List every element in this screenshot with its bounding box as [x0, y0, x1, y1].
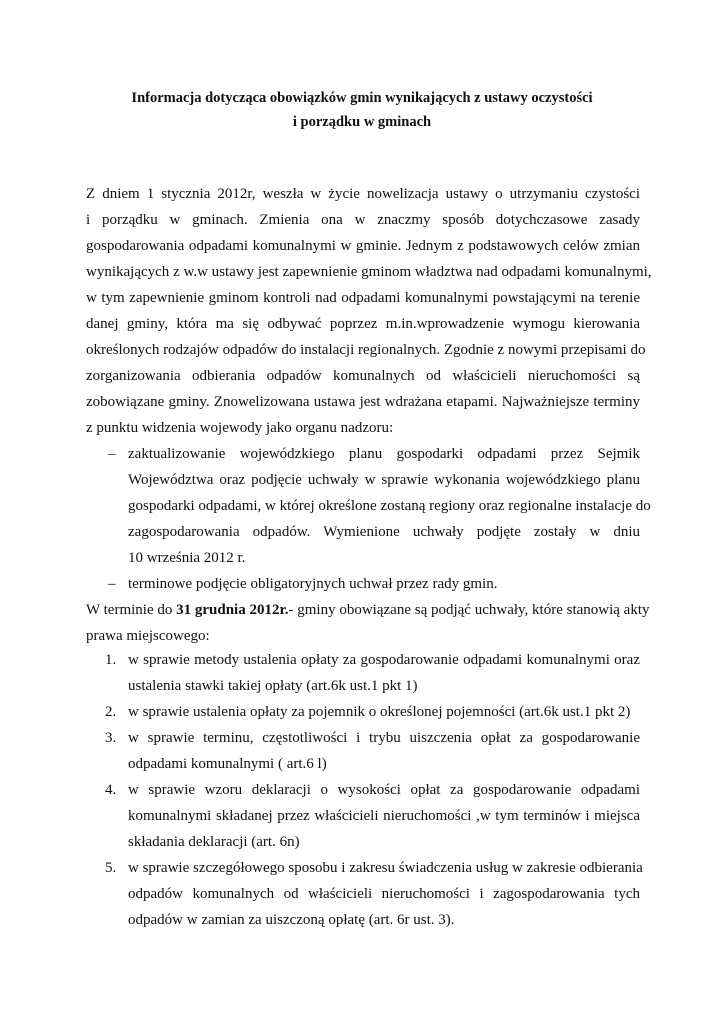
paragraph-line: Z dniem 1 stycznia 2012r, weszła w życie nowelizacja ustawy o utrzymaniu czystości [86, 186, 640, 202]
paragraph-line: zorganizowania odbierania odpadów komunalnych od właścicieli nieruchomości są [86, 368, 640, 384]
numbered-list-line: w sprawie metody ustalenia opłaty za gospodarowanie odpadami komunalnymi oraz [128, 652, 640, 668]
dash-list-line: 10 września 2012 r. [128, 550, 246, 566]
list-number: 3. [105, 730, 117, 746]
dash-bullet: – [108, 446, 116, 462]
numbered-list-line: odpadów w zamian za uiszczoną opłatę (art. 6r ust. 3). [128, 912, 455, 928]
list-number: 5. [105, 860, 117, 876]
paragraph-line: gospodarowania odpadami komunalnymi w gminie. Jednym z podstawowych celów zmian [86, 238, 640, 254]
numbered-list-line: odpadów komunalnych od właścicieli nieruchomości i zagospodarowania tych [128, 886, 640, 902]
dash-list-line: zaktualizowanie wojewódzkiego planu gospodarki odpadami przez Sejmik [128, 446, 640, 462]
numbered-list-line: odpadami komunalnymi ( art.6 l) [128, 756, 327, 772]
paragraph-line: w tym zapewnienie gminom kontroli nad odpadami komunalnymi powstającymi na terenie [86, 290, 640, 306]
dash-list-line: gospodarki odpadami, w której określone zostaną regiony oraz regionalne instalacje do [128, 498, 651, 514]
list-number: 4. [105, 782, 117, 798]
dash-bullet: – [108, 576, 116, 592]
dash-list-line: Województwa oraz podjęcie uchwały w sprawie wykonania wojewódzkiego planu [128, 472, 640, 488]
paragraph-line: danej gminy, która ma się odbywać poprzez m.in.wprowadzenie wymogu kierowania [86, 316, 640, 332]
paragraph-line: wynikających z w.w ustawy jest zapewnienie gminom władztwa nad odpadami komunalnymi, [86, 264, 652, 280]
numbered-list-line: w sprawie wzoru deklaracji o wysokości opłat za gospodarowanie odpadami [128, 782, 640, 798]
deadline-suffix: - gminy obowiązane są podjąć uchwały, które stanowią akty [288, 602, 650, 618]
numbered-list-line: w sprawie ustalenia opłaty za pojemnik o określonej pojemności (art.6k ust.1 pkt 2) [128, 704, 631, 720]
dash-list-line: zagospodarowania odpadów. Wymienione uchwały podjęte zostały w dniu [128, 524, 640, 540]
numbered-list-line: w sprawie szczegółowego sposobu i zakresu świadczenia usług w zakresie odbierania [128, 860, 643, 876]
deadline-line-2: prawa miejscowego: [86, 628, 210, 644]
paragraph-line: z punktu widzenia wojewody jako organu nadzoru: [86, 420, 394, 436]
numbered-list-line: w sprawie terminu, częstotliwości i trybu uiszczenia opłat za gospodarowanie [128, 730, 640, 746]
deadline-prefix: W terminie do [86, 602, 177, 618]
deadline-line [86, 599, 650, 621]
dash-list-line: terminowe podjęcie obligatoryjnych uchwał przez rady gmin. [128, 576, 498, 592]
document-title-line-2: i porządku w gminach [292, 114, 432, 130]
numbered-list-line: składania deklaracji (art. 6n) [128, 834, 300, 850]
paragraph-line: określonych rodzajów odpadów do instalacji regionalnych. Zgodnie z nowymi przepisami do [86, 342, 646, 358]
list-number: 1. [105, 652, 117, 668]
numbered-list-line: komunalnymi składanej przez właścicieli nieruchomości ,w tym terminów i miejsca [128, 808, 640, 824]
paragraph-line: i porządku w gminach. Zmienia ona w znaczmy sposób dotychczasowe zasady [86, 212, 640, 228]
list-number: 2. [105, 704, 117, 720]
paragraph-line: zobowiązane gminy. Znowelizowana ustawa jest wdrażana etapami. Najważniejsze terminy [86, 394, 640, 410]
document-title-line-1: Informacja dotycząca obowiązków gmin wynikających z ustawy oczystości [131, 90, 593, 106]
deadline-date: 31 grudnia 2012r. [176, 602, 289, 618]
numbered-list-line: ustalenia stawki takiej opłaty (art.6k ust.1 pkt 1) [128, 678, 418, 694]
